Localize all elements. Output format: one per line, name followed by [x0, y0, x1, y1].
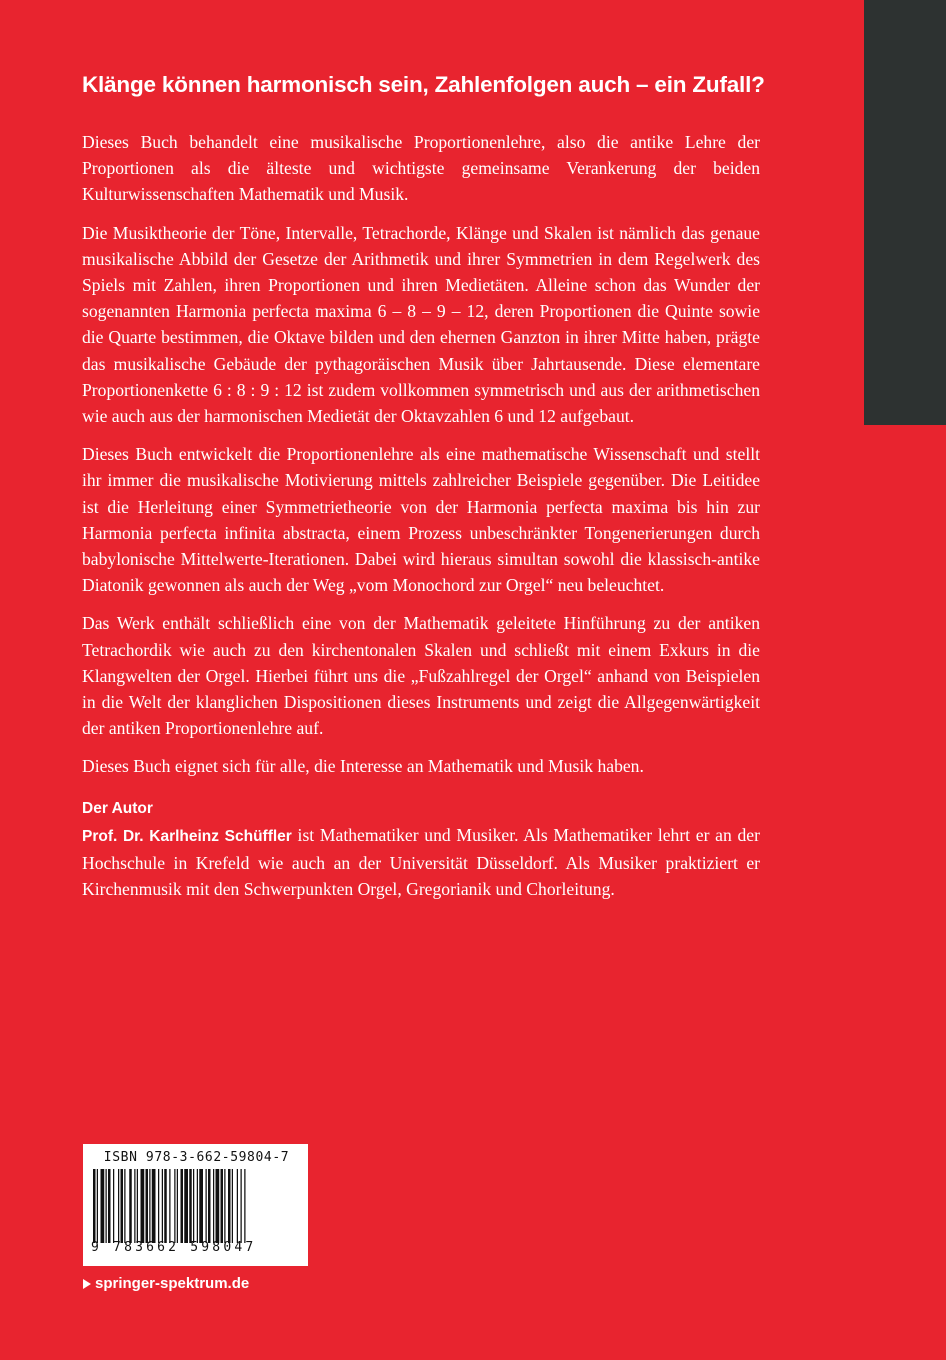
barcode-bar — [213, 1169, 214, 1243]
author-name: Prof. Dr. Karlheinz Schüffler — [82, 827, 292, 845]
paragraph-organ: Das Werk enthält schließlich eine von der Mathematik geleitete Hinführung zu der antiken Tetrachordik wie auch zu den kirchentonalen Skalen und schließt mit einem Exkurs in die Klangwelten der Orgel. Hierbei führt uns die „Fußzahlregel der Orgel“ anhand von Beispielen in die Welt der klanglichen Dispositionen dieses Instruments und zeigt die Allgegenwärtigkeit der antiken Proportionenlehre auf. — [82, 613, 760, 739]
barcode-bar — [93, 1169, 96, 1243]
barcode-bar — [146, 1169, 149, 1243]
barcode-bar — [164, 1169, 167, 1243]
barcode-bar — [206, 1169, 207, 1243]
barcode-digits: 9 783662 598047 — [91, 1240, 257, 1255]
barcode-bar — [221, 1169, 224, 1243]
paragraph-music-theory: Die Musiktheorie der Töne, Intervalle, Tetrachorde, Klänge und Skalen ist nämlich das genaue musikalische Abbild der Gesetze der Arithmetik und ihrer Symmetrien in dem Regelwerk des Spiels mit Zahlen, ihren Proportionen und ihren Medietäten. Alleine schon das Wunder der sogenannten Harmonia perfecta maxima 6 – 8 – 9 – 12, deren Proportionen die Quinte sowie die Quarte bestimmen, die Oktave bilden und den ehernen Ganzton in ihrer Mitte haben, prägte das musikalische Gebäude der pythagoräischen Musik über Jahrtausende. Diese elementare Proportionenkette 6 : 8 : 9 : 12 ist zudem vollkommen symmetrisch und aus der arithmetischen wie auch aus der harmonischen Medietät der Oktavzahlen 6 und 12 aufgebaut. — [82, 222, 760, 427]
barcode-bar — [197, 1169, 198, 1243]
barcode-bar — [152, 1169, 156, 1243]
barcode-bars — [91, 1169, 301, 1243]
publisher-website[interactable] — [83, 1274, 249, 1294]
barcode-bar — [134, 1169, 135, 1243]
headline: Klänge können harmonisch sein, Zahlenfolgen auch – ein Zufall? — [82, 72, 765, 97]
play-arrow-icon — [83, 1279, 91, 1289]
barcode-bar — [224, 1169, 225, 1243]
spine-band — [864, 0, 946, 425]
barcode-bar — [108, 1169, 111, 1243]
barcode-bar — [244, 1169, 245, 1243]
barcode-bar — [232, 1169, 233, 1243]
barcode-bar — [181, 1169, 184, 1243]
barcode-bar — [162, 1169, 163, 1243]
barcode-bar — [189, 1169, 192, 1243]
barcode-bar — [174, 1169, 175, 1243]
barcode-bar — [241, 1169, 242, 1243]
barcode-bar — [129, 1169, 132, 1243]
barcode-bar — [124, 1169, 125, 1243]
barcode-bar — [101, 1169, 105, 1243]
paragraph-audience: Dieses Buch eignet sich für alle, die Interesse an Mathematik und Musik haben. — [82, 756, 644, 777]
barcode-bar — [216, 1169, 220, 1243]
barcode-bar — [121, 1169, 124, 1243]
barcode-bar — [149, 1169, 150, 1243]
barcode-bar — [193, 1169, 194, 1243]
author-heading: Der Autor — [82, 799, 153, 817]
paragraph-proportion-theory: Dieses Buch entwickelt die Proportionenlehre als eine mathematische Wissenschaft und stellt ihr immer die musikalische Motivierung mittels zahlreicher Beispiele gegenüber. Die Leitidee ist die Herleitung einer Symmetrietheorie von der Harmonia perfecta maxima bis hin zur Harmonia perfecta infinita abstracta, einem Prozess unbeschränkter Tongenerierungen durch babylonische Mittelwerte-Iterationen. Dabei wird hieraus simultan sowohl die klassisch-antike Diatonik gewonnen als auch der Weg „vom Monochord zur Orgel“ neu beleuchtet. — [82, 444, 760, 596]
paragraph-intro: Dieses Buch behandelt eine musikalische Proportionenlehre, also die antike Lehre der Proportionen als die älteste und wichtigste gemeinsame Verankerung der beiden Kulturwissenschaften Mathematik und Musik. — [82, 132, 760, 205]
barcode-bar — [118, 1169, 119, 1243]
isbn-label: ISBN 978-3-662-59804-7 — [103, 1150, 290, 1165]
barcode-bar — [97, 1169, 98, 1243]
barcode-bar — [208, 1169, 211, 1243]
barcode-bar — [141, 1169, 145, 1243]
barcode-bar — [177, 1169, 178, 1243]
author-bio-text: ist Mathematiker und Musiker. Als Mathematiker lehrt er an der Hochschule in Krefeld wie auch an der Universität Düsseldorf. Als Musiker praktiziert er Kirchenmusik mit den Schwerpunkten Orgel, Gregorianik und Chorleitung. — [82, 824, 760, 900]
barcode-bar — [158, 1169, 159, 1243]
barcode-bar — [199, 1169, 203, 1243]
back-cover-text — [82, 70, 765, 914]
isbn-barcode — [83, 1144, 308, 1266]
barcode-bar — [237, 1169, 238, 1243]
barcode-bar — [113, 1169, 114, 1243]
barcode-bar — [106, 1169, 107, 1243]
author-bio — [82, 822, 760, 903]
barcode-bar — [169, 1169, 170, 1243]
barcode-bar — [137, 1169, 138, 1243]
barcode-bar — [228, 1169, 231, 1243]
website-label: springer-spektrum.de — [95, 1275, 250, 1292]
barcode-bar — [184, 1169, 188, 1243]
